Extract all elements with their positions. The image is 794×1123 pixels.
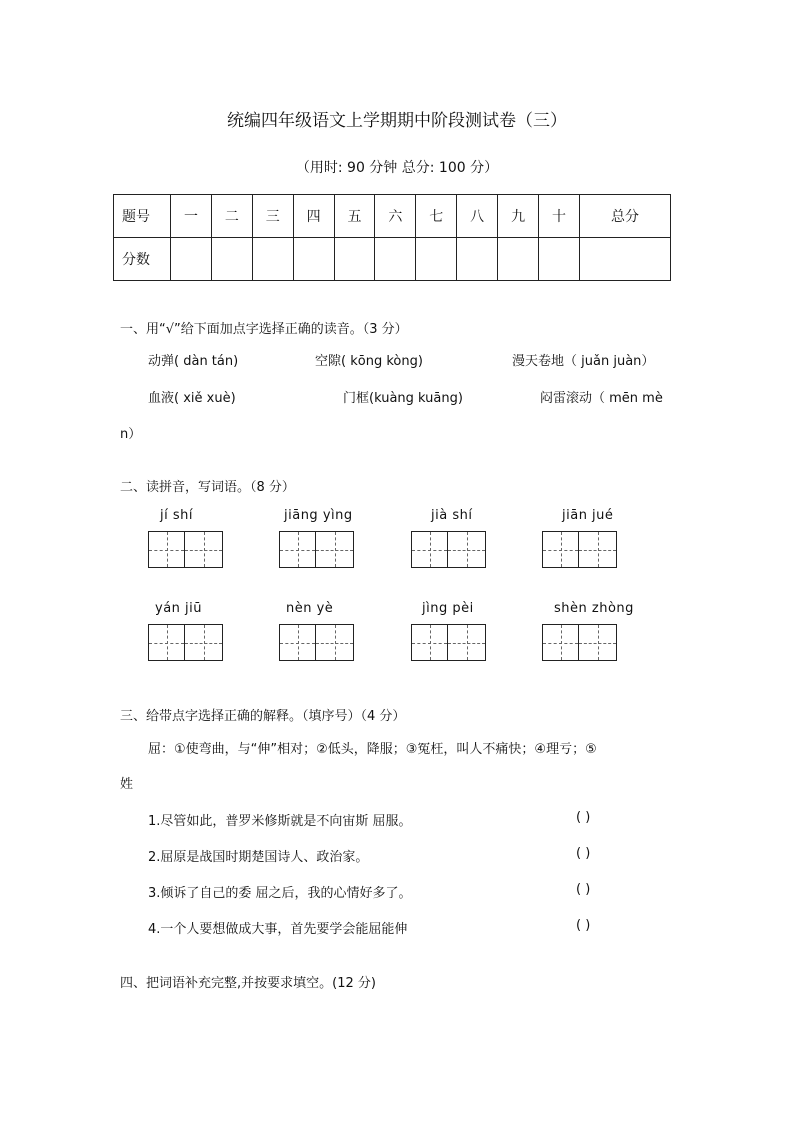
page-title: 统编四年级语文上学期期中阶段测试卷（三） <box>227 111 567 131</box>
s3-question-2: 2.屈原是战国时期楚国诗人、政治家。 <box>148 850 369 865</box>
s2-pinyin: shèn zhòng <box>554 601 634 616</box>
section-4-heading: 四、把词语补充完整,并按要求填空。(12 分) <box>120 976 376 991</box>
column-1: 一 <box>171 195 212 238</box>
writing-cell[interactable] <box>185 531 223 568</box>
s2-pinyin: jiān jué <box>562 508 614 523</box>
score-cell[interactable] <box>416 238 457 281</box>
writing-cell[interactable] <box>279 531 316 568</box>
column-10: 十 <box>539 195 580 238</box>
s1-word: 漫天卷地 <box>512 354 565 369</box>
s1-word: 动弹 <box>148 354 175 369</box>
writing-cell[interactable] <box>185 624 223 661</box>
column-2: 二 <box>211 195 252 238</box>
section-3-heading: 三、给带点字选择正确的解释。（填序号）（4 分） <box>120 709 406 724</box>
s2-pinyin: yán jiū <box>155 601 202 616</box>
s1-item-1 <box>148 350 238 369</box>
writing-cell[interactable] <box>579 531 617 568</box>
s1-word: 闷雷滚动 <box>540 391 593 406</box>
s1-pinyin-choice[interactable]: ( dàn tán) <box>174 354 239 369</box>
s2-pinyin: jiāng yìng <box>284 508 353 523</box>
writing-cell[interactable] <box>448 624 486 661</box>
s2-pinyin: nèn yè <box>286 601 334 616</box>
writing-cell[interactable] <box>579 624 617 661</box>
score-table-header-row <box>114 195 671 238</box>
score-cell[interactable] <box>334 238 375 281</box>
answer-blank[interactable]: ( ) <box>576 882 591 897</box>
score-cell-total[interactable] <box>580 238 671 281</box>
writing-cell[interactable] <box>316 531 354 568</box>
writing-grid[interactable] <box>411 531 486 568</box>
score-cell[interactable] <box>252 238 293 281</box>
score-cell[interactable] <box>211 238 252 281</box>
s1-item-4 <box>148 387 236 406</box>
writing-grid[interactable] <box>542 624 617 661</box>
writing-grid[interactable] <box>279 624 354 661</box>
s3-definition: 屈：①使弯曲，与“伸”相对；②低头，降服；③冤枉，叫人不痛快；④理亏；⑤ <box>148 742 597 757</box>
score-cell[interactable] <box>539 238 580 281</box>
s2-pinyin: jià shí <box>431 508 473 523</box>
score-cell[interactable] <box>293 238 334 281</box>
writing-cell[interactable] <box>448 531 486 568</box>
column-3: 三 <box>252 195 293 238</box>
writing-cell[interactable] <box>411 624 448 661</box>
column-8: 八 <box>457 195 498 238</box>
s1-pinyin-choice[interactable]: ( xiě xuè) <box>174 391 236 406</box>
s1-item-6-wrap: n） <box>120 427 142 442</box>
s2-pinyin: jí shí <box>160 508 193 523</box>
writing-cell[interactable] <box>316 624 354 661</box>
s3-definition-wrap: 姓 <box>120 777 134 792</box>
writing-cell[interactable] <box>542 624 579 661</box>
column-7: 七 <box>416 195 457 238</box>
s3-question-3: 3.倾诉了自己的委 屈之后，我的心情好多了。 <box>148 886 412 901</box>
score-table <box>113 194 671 281</box>
writing-cell[interactable] <box>542 531 579 568</box>
section-1-heading: 一、用“√”给下面加点字选择正确的读音。（3 分） <box>120 322 408 337</box>
s1-word: 门框 <box>343 391 370 406</box>
column-5: 五 <box>334 195 375 238</box>
s1-pinyin-choice[interactable]: ( kōng kòng) <box>341 354 423 369</box>
score-table-score-row <box>114 238 671 281</box>
row-label-score: 分数 <box>114 238 171 281</box>
s1-item-5 <box>343 387 463 406</box>
score-cell[interactable] <box>457 238 498 281</box>
score-cell[interactable] <box>375 238 416 281</box>
writing-cell[interactable] <box>411 531 448 568</box>
s3-question-4: 4.一个人要想做成大事，首先要学会能屈能伸 <box>148 922 408 937</box>
column-6: 六 <box>375 195 416 238</box>
section-2-heading: 二、读拼音，写词语。（8 分） <box>120 480 295 495</box>
s1-pinyin-choice[interactable]: (kuàng kuāng) <box>369 391 463 406</box>
s2-pinyin: jìng pèi <box>422 601 474 616</box>
writing-cell[interactable] <box>148 531 185 568</box>
s1-item-3 <box>512 350 654 369</box>
s1-item-6 <box>540 387 663 406</box>
writing-grid[interactable] <box>148 531 223 568</box>
s1-word: 血液 <box>148 391 175 406</box>
score-cell[interactable] <box>498 238 539 281</box>
page-subtitle: （用时: 90 分钟 总分: 100 分） <box>295 160 499 176</box>
answer-blank[interactable]: ( ) <box>576 918 591 933</box>
score-cell[interactable] <box>171 238 212 281</box>
row-label-question-number: 题号 <box>114 195 171 238</box>
s1-word: 空隙 <box>315 354 342 369</box>
s1-item-2 <box>315 350 423 369</box>
answer-blank[interactable]: ( ) <box>576 810 591 825</box>
column-4: 四 <box>293 195 334 238</box>
writing-grid[interactable] <box>279 531 354 568</box>
writing-grid[interactable] <box>411 624 486 661</box>
writing-cell[interactable] <box>279 624 316 661</box>
column-total: 总分 <box>580 195 671 238</box>
writing-grid[interactable] <box>148 624 223 661</box>
answer-blank[interactable]: ( ) <box>576 846 591 861</box>
s3-question-1: 1.尽管如此，普罗米修斯就是不向宙斯 屈服。 <box>148 814 412 829</box>
writing-cell[interactable] <box>148 624 185 661</box>
column-9: 九 <box>498 195 539 238</box>
writing-grid[interactable] <box>542 531 617 568</box>
s1-pinyin-choice[interactable]: （ mēn mè <box>592 391 663 406</box>
s1-pinyin-choice[interactable]: （ juǎn juàn） <box>564 354 655 369</box>
